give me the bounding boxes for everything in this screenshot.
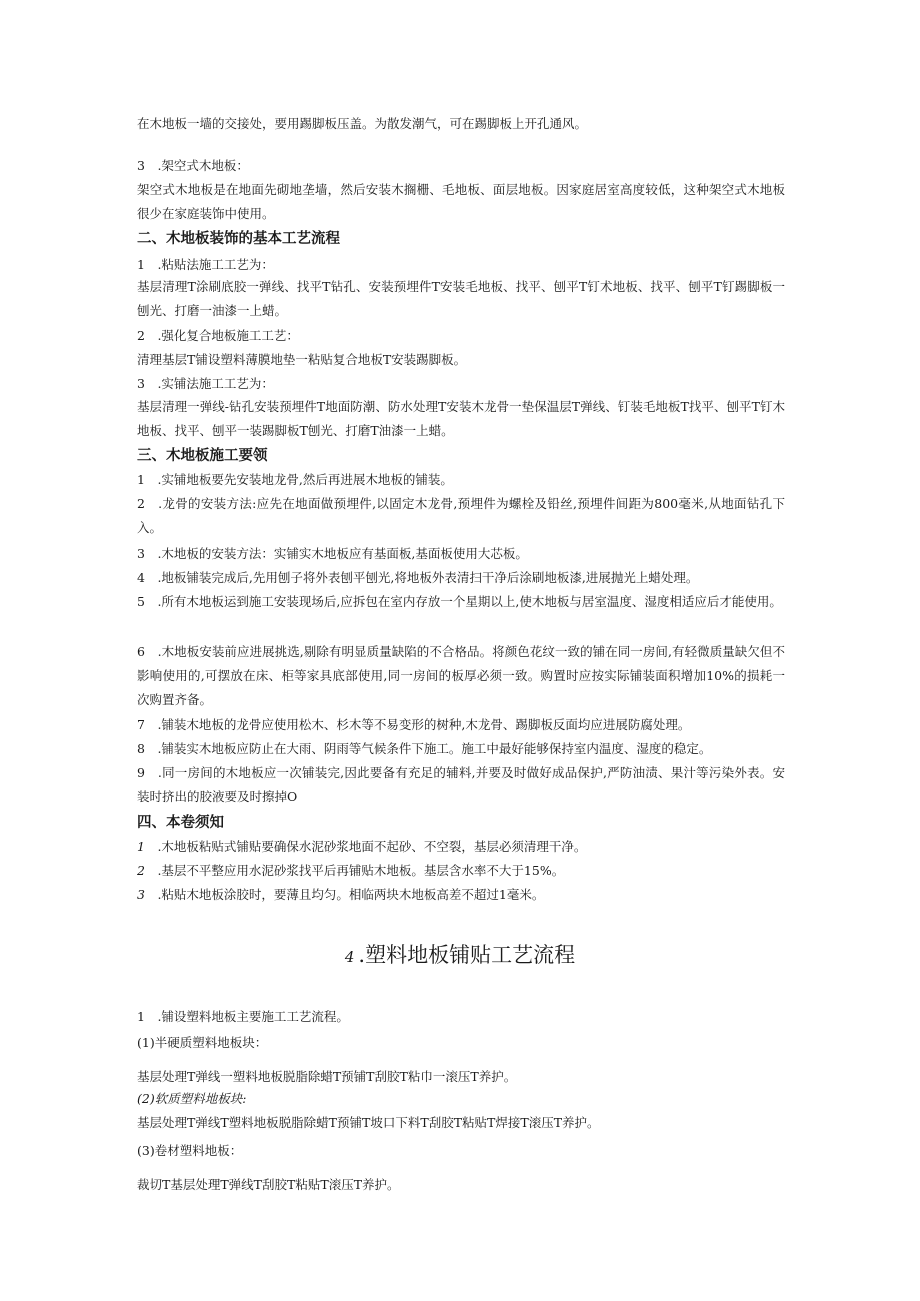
list-item-1: 1 .实铺地板要先安装地龙骨,然后再进展木地板的铺装。 bbox=[137, 472, 453, 487]
semi-rigid-process: 基层处理T弹线一塑料地板脱脂除蜡T预铺T刮胶T粘巾一滚压T养护。 bbox=[137, 1069, 517, 1084]
roll-process: 裁切T基层处理T弹线T刮胶T粘贴T滚压T养护。 bbox=[137, 1177, 400, 1192]
list-item-8: 8 .铺装实木地板应防止在大雨、阴雨等气候条件下施工。施工中最好能够保持室内温度、湿度的稳定。 bbox=[137, 741, 712, 756]
soft-process: 基层处理T弹线T塑料地板脱脂除蜡T预铺T坡口下料T刮胶T粘贴T焊接T滚压T养护。 bbox=[137, 1115, 600, 1130]
list-item-4: 4 .地板铺装完成后,先用刨子将外表刨平刨光,将地板外表清扫干净后涂刷地板漆,进展抛光上蜡处理。 bbox=[137, 570, 699, 585]
note-number: 1 bbox=[137, 839, 145, 854]
paragraph-skirting-board: 在木地板一墙的交接处，要用踢脚板压盖。为散发潮气，可在踢脚板上开孔通风。 bbox=[137, 116, 588, 131]
plastic-floor-title bbox=[0, 942, 920, 970]
note-number: 2 bbox=[137, 863, 145, 878]
section-heading-3: 三、木地板施工要领 bbox=[137, 448, 268, 464]
list-item-3: 3 .木地板的安装方法：实铺实木地板应有基面板,基面板使用大芯板。 bbox=[137, 546, 528, 561]
list-item-6: 6 .木地板安装前应进展挑选,剔除有明显质量缺陷的不合格品。将颜色花纹一致的铺在同一房间,有轻微质量缺欠但不影响使用的,可摆放在床、柜等家具底部使用,同一房间的板厚必须一致。购置时应按实际铺装面积增加10%的损耗一次购置齐备。 bbox=[137, 644, 785, 707]
list-item-9: 9 .同一房间的木地板应一次铺装完,因此要备有充足的辅料,并要及时做好成品保护,严防油渍、果汁等污染外表。安装时挤出的胶液要及时擦掉O bbox=[137, 765, 785, 804]
note-text: .基层不平整应用水泥砂浆找平后再铺贴木地板。基层含水率不大于15%。 bbox=[144, 863, 565, 878]
section-heading-4: 四、本卷须知 bbox=[137, 815, 224, 831]
plastic-process-heading: 1 .铺设塑料地板主要施工工艺流程。 bbox=[137, 1009, 349, 1024]
paragraph-raised-floor: 架空式木地板是在地面先砌地垄墙，然后安装木搁栅、毛地板、面层地板。因家庭居室高度较低，这种架空式木地板很少在家庭装饰中使用。 bbox=[137, 182, 785, 221]
item-glue-method-heading: 1 .粘贴法施工工艺为： bbox=[137, 257, 274, 272]
section-heading-2: 二、木地板装饰的基本工艺流程 bbox=[137, 231, 340, 247]
item-laminate-heading: 2 .强化复合地板施工工艺： bbox=[137, 328, 299, 343]
note-text: .木地板粘贴式铺贴要确保水泥砂浆地面不起砂、不空裂，基层必须清理干净。 bbox=[144, 839, 587, 854]
paragraph-glue-method: 基层清理T涂刷底胶一弹线、找平T钻孔、安装预埋件T安装毛地板、找平、刨平T钉术地板、找平、刨平T钉踢脚板一刨光、打磨一油漆一上蜡。 bbox=[137, 279, 785, 318]
list-item-5: 5 .所有木地板运到施工安装现场后,应拆包在室内存放一个星期以上,使木地板与居室温度、湿度相适应后才能使用。 bbox=[137, 594, 782, 609]
title-text: .塑料地板铺贴工艺流程 bbox=[358, 943, 576, 967]
soft-heading: (2)软质塑料地板块: bbox=[137, 1091, 247, 1106]
list-item-2: 2 .龙骨的安装方法:应先在地面做预埋件,以固定木龙骨,预埋件为螺栓及铅丝,预埋件间距为800毫米,从地面钻孔下入。 bbox=[137, 496, 785, 535]
note-text: .粘贴木地板涂胶时，要薄且均匀。相临两块木地板高差不超过1毫米。 bbox=[144, 887, 545, 902]
title-number: 4 bbox=[344, 948, 355, 966]
note-item-1 bbox=[137, 839, 586, 855]
paragraph-laminate: 清理基层T铺设塑料薄膜地垫一粘贴复合地板T安装踢脚板。 bbox=[137, 352, 467, 367]
semi-rigid-heading: (1)半硬质塑料地板块： bbox=[137, 1035, 268, 1050]
item-raised-floor-heading: 3 .架空式木地板： bbox=[137, 158, 249, 173]
note-number: 3 bbox=[137, 887, 145, 902]
note-item-3 bbox=[137, 887, 544, 903]
note-item-2 bbox=[137, 863, 564, 879]
roll-heading: (3)卷材塑料地板： bbox=[137, 1143, 243, 1158]
paragraph-solid-method: 基层清理一弹线-钻孔安装预埋件T地面防潮、防水处理T安装木龙骨一垫保温层T弹线、钉装毛地板T找平、刨平T钉木地板、找平、刨平一装踢脚板T刨光、打磨T油漆一上蜡。 bbox=[137, 399, 785, 438]
item-solid-method-heading: 3 .实铺法施工工艺为： bbox=[137, 376, 274, 391]
list-item-7: 7 .铺装木地板的龙骨应使用松木、杉木等不易变形的树种,木龙骨、踢脚板反面均应进展防腐处理。 bbox=[137, 717, 691, 732]
